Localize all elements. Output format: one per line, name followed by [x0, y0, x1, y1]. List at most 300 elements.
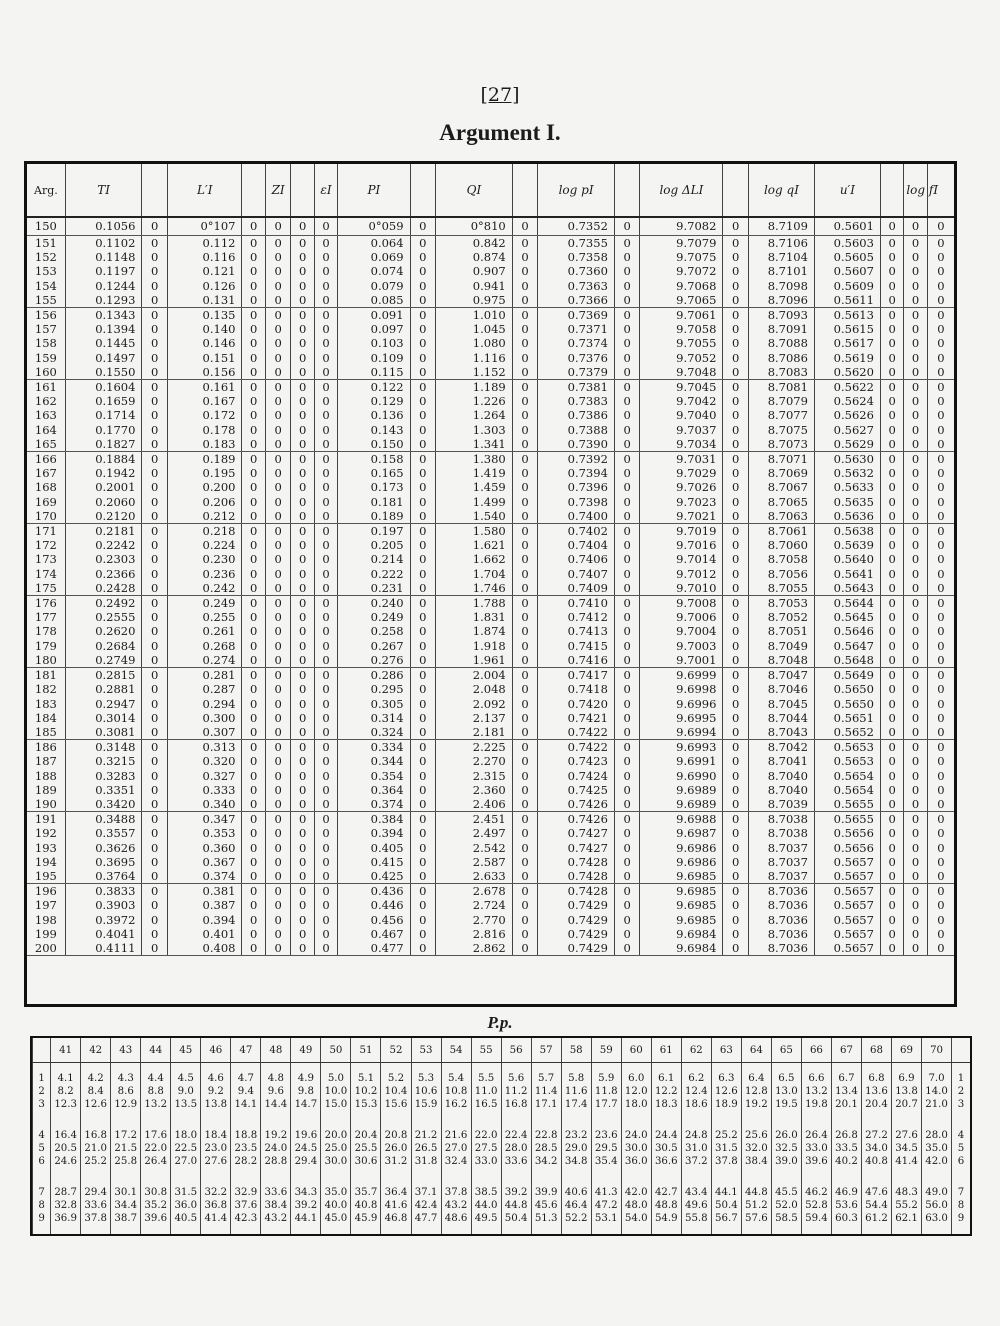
- table-row: [27, 336, 954, 350]
- table-cell: [141, 1063, 171, 1121]
- table-cell: 0: [723, 596, 749, 611]
- cell-value: 49.6: [684, 1200, 708, 1212]
- table-cell: 0.5657: [814, 941, 880, 956]
- table-cell: 0: [314, 769, 337, 783]
- table-cell: [621, 1120, 651, 1177]
- cell-value: 46.2: [805, 1187, 828, 1199]
- table-cell: [922, 1177, 952, 1234]
- table-cell: 8.7039: [748, 797, 814, 812]
- table-cell: 0: [291, 351, 314, 365]
- table-cell: 0: [880, 639, 903, 653]
- table-cell: 0: [723, 697, 749, 711]
- table-cell: 0: [142, 351, 168, 365]
- table-row: [27, 783, 954, 797]
- table-cell: [711, 1120, 741, 1177]
- cell-value: 44.8: [504, 1200, 528, 1212]
- table-cell: [922, 1063, 952, 1121]
- table-cell: 0: [614, 423, 640, 437]
- table-cell: 0: [614, 797, 640, 812]
- cell-value: 19.5: [775, 1099, 798, 1111]
- arg-cell: 156: [34, 308, 57, 323]
- table-cell: 0.7415: [538, 639, 615, 653]
- table-cell: 0: [142, 754, 168, 768]
- table-cell: 0: [142, 797, 168, 812]
- cell-value: 11.6: [564, 1086, 588, 1098]
- table-cell: 0: [512, 697, 538, 711]
- cell-value: 17.1: [534, 1099, 558, 1111]
- table-cell: 8.7045: [748, 697, 814, 711]
- table-cell: 2.092: [436, 697, 513, 711]
- arg-cell: 176: [34, 596, 57, 611]
- table-cell: 0.7360: [538, 264, 615, 278]
- table-cell: 0: [927, 812, 954, 827]
- corner-header: [33, 1038, 51, 1063]
- table-cell: 1.045: [436, 322, 513, 336]
- table-cell: [801, 1177, 831, 1234]
- row-label: 3: [957, 1099, 965, 1111]
- table-cell: 0: [927, 841, 954, 855]
- cell-value: 53.1: [594, 1213, 618, 1225]
- table-cell: 2.315: [436, 769, 513, 783]
- table-cell: 0.1056: [65, 217, 142, 236]
- table-cell: 9.6985: [640, 913, 723, 927]
- cell-value: 9.4: [237, 1086, 254, 1098]
- table-cell: 0: [314, 408, 337, 422]
- table-row: [27, 408, 954, 422]
- cell-value: 5.2: [387, 1073, 405, 1085]
- table-cell: 0: [512, 783, 538, 797]
- table-cell: 0: [904, 754, 927, 768]
- table-cell: 0: [512, 639, 538, 653]
- cell-value: 47.6: [865, 1187, 888, 1199]
- arg-cell: 155: [27, 293, 65, 308]
- table-cell: 9.7029: [640, 466, 723, 480]
- table-cell: 0.2303: [65, 552, 142, 566]
- table-cell: 0.131: [167, 293, 242, 308]
- table-cell: 0: [314, 884, 337, 899]
- table-cell: 0: [291, 639, 314, 653]
- table-cell: 0.156: [167, 365, 242, 380]
- cell-value: 26.4: [805, 1130, 828, 1142]
- table-cell: 0: [314, 538, 337, 552]
- table-cell: 0.5622: [814, 380, 880, 395]
- table-cell: 0.3283: [65, 769, 142, 783]
- table-cell: 0.7371: [538, 322, 615, 336]
- table-cell: 0: [410, 783, 436, 797]
- table-cell: 0: [242, 524, 265, 539]
- table-cell: 0.7422: [538, 725, 615, 740]
- table-cell: 0: [723, 480, 749, 494]
- table-cell: 0: [614, 596, 640, 611]
- table-cell: 0.267: [338, 639, 410, 653]
- table-cell: 0: [904, 264, 927, 278]
- table-cell: 0.276: [338, 653, 410, 668]
- table-cell: 1.831: [436, 610, 513, 624]
- cell-value: 25.6: [745, 1130, 768, 1142]
- table-cell: 0.307: [167, 725, 242, 740]
- table-cell: 0: [242, 596, 265, 611]
- cell-value: 34.4: [114, 1200, 138, 1212]
- table-cell: 0.103: [338, 336, 410, 350]
- table-cell: 8.7038: [748, 812, 814, 827]
- table-cell: 0: [723, 754, 749, 768]
- table-row: [27, 855, 954, 869]
- table-cell: 0: [242, 927, 265, 941]
- table-cell: 0: [242, 841, 265, 855]
- table-cell: 0.5641: [814, 567, 880, 581]
- cell-value: 16.5: [474, 1099, 498, 1111]
- table-cell: 0: [142, 480, 168, 494]
- cell-value: 34.3: [294, 1187, 318, 1199]
- table-cell: 0: [314, 217, 337, 236]
- table-cell: 0: [314, 624, 337, 638]
- table-cell: 0: [142, 581, 168, 596]
- table-cell: 2.360: [436, 783, 513, 797]
- table-row: [27, 217, 954, 236]
- table-cell: [261, 1120, 291, 1177]
- table-cell: 0: [904, 610, 927, 624]
- table-cell: 0.122: [338, 380, 410, 395]
- table-cell: 0: [880, 884, 903, 899]
- table-cell: 0: [410, 869, 436, 884]
- column-header: 66: [801, 1038, 831, 1063]
- column-header: 47: [231, 1038, 261, 1063]
- table-cell: 0.415: [338, 855, 410, 869]
- table-cell: 0: [410, 812, 436, 827]
- table-cell: 0: [142, 610, 168, 624]
- table-cell: 0: [242, 380, 265, 395]
- table-cell: 0: [927, 668, 954, 683]
- table-cell: 0.334: [338, 740, 410, 755]
- table-cell: 0: [904, 279, 927, 293]
- table-cell: 8.7061: [748, 524, 814, 539]
- table-cell: 0: [723, 869, 749, 884]
- table-row: [27, 797, 954, 812]
- table-cell: [51, 1120, 81, 1177]
- table-cell: 0: [242, 437, 265, 452]
- table-cell: 2.270: [436, 754, 513, 768]
- table-cell: 0: [904, 217, 927, 236]
- table-cell: 0: [927, 408, 954, 422]
- arg-cell: 154: [34, 278, 57, 293]
- table-cell: 0: [242, 279, 265, 293]
- table-cell: 0.7396: [538, 480, 615, 494]
- arg-cell: 189: [34, 782, 57, 797]
- table-cell: 8.7109: [748, 217, 814, 236]
- table-cell: 0: [314, 495, 337, 509]
- table-cell: 9.7058: [640, 322, 723, 336]
- cell-value: 24.0: [264, 1143, 288, 1155]
- cell-value: 28.5: [534, 1143, 558, 1155]
- table-cell: 0: [314, 452, 337, 467]
- arg-cell: 151: [34, 236, 57, 250]
- table-cell: 0: [291, 624, 314, 638]
- table-cell: 0: [410, 236, 436, 251]
- table-cell: 0.5617: [814, 336, 880, 350]
- table-cell: 0.074: [338, 264, 410, 278]
- table-cell: 0.206: [167, 495, 242, 509]
- table-cell: 0: [880, 913, 903, 927]
- table-cell: 8.7037: [748, 855, 814, 869]
- cell-value: 24.5: [294, 1143, 318, 1155]
- table-cell: 0.7388: [538, 423, 615, 437]
- table-cell: [771, 1063, 801, 1121]
- table-cell: [531, 1177, 561, 1234]
- table-cell: 0: [904, 884, 927, 899]
- table-cell: 0: [291, 668, 314, 683]
- column-header: L′I: [167, 164, 242, 217]
- table-cell: 0: [410, 308, 436, 323]
- cell-value: 5.4: [447, 1073, 465, 1085]
- table-cell: 0: [314, 668, 337, 683]
- table-cell: 0: [904, 293, 927, 308]
- table-cell: 2.225: [436, 740, 513, 755]
- table-cell: 0.5657: [814, 927, 880, 941]
- table-cell: [471, 1177, 501, 1234]
- table-cell: 0: [142, 884, 168, 899]
- table-cell: 0: [142, 552, 168, 566]
- table-cell: 0: [242, 538, 265, 552]
- table-cell: [591, 1177, 621, 1234]
- cell-value: 25.2: [715, 1130, 738, 1142]
- table-cell: 0.2684: [65, 639, 142, 653]
- table-cell: 0: [142, 524, 168, 539]
- table-cell: 0.7412: [538, 610, 615, 624]
- table-cell: 0: [904, 524, 927, 539]
- table-cell: 0.7426: [538, 797, 615, 812]
- table-cell: 0: [242, 466, 265, 480]
- table-cell: 0: [410, 567, 436, 581]
- table-cell: 0: [614, 711, 640, 725]
- table-cell: 0: [291, 495, 314, 509]
- cell-value: 30.1: [114, 1187, 138, 1199]
- table-cell: 9.7072: [640, 264, 723, 278]
- table-cell: 0: [723, 711, 749, 725]
- column-header: 65: [771, 1038, 801, 1063]
- table-cell: 0.151: [167, 351, 242, 365]
- table-cell: 0: [880, 682, 903, 696]
- row-label: 6: [957, 1156, 965, 1168]
- arg-cell: 186: [34, 740, 57, 755]
- table-cell: 0: [614, 380, 640, 395]
- cell-value: 14.7: [294, 1099, 318, 1111]
- cell-value: 30.5: [654, 1143, 678, 1155]
- table-cell: 0: [291, 898, 314, 912]
- table-cell: 0: [242, 913, 265, 927]
- table-cell: 0: [512, 941, 538, 956]
- table-cell: 0: [242, 322, 265, 336]
- table-cell: 0: [265, 639, 291, 653]
- table-cell: 8.7052: [748, 610, 814, 624]
- table-cell: 8.7098: [748, 279, 814, 293]
- table-cell: 0.5657: [814, 898, 880, 912]
- table-cell: 0: [904, 841, 927, 855]
- arg-cell: 199: [34, 926, 57, 941]
- table-cell: 0°059: [338, 217, 410, 236]
- table-cell: 0.7374: [538, 336, 615, 350]
- table-cell: 0: [242, 264, 265, 278]
- table-cell: 0: [265, 668, 291, 683]
- table-cell: [321, 1120, 351, 1177]
- table-cell: 0.5653: [814, 740, 880, 755]
- table-cell: 0: [927, 884, 954, 899]
- table-cell: 0: [242, 217, 265, 236]
- table-cell: 0: [927, 552, 954, 566]
- cell-value: 4.2: [87, 1073, 104, 1085]
- cell-value: 5.7: [538, 1073, 555, 1085]
- table-cell: 9.6999: [640, 668, 723, 683]
- table-cell: 0.7363: [538, 279, 615, 293]
- proportional-parts-table: [30, 1036, 972, 1236]
- table-cell: 8.7073: [748, 437, 814, 452]
- table-cell: 0: [723, 452, 749, 467]
- table-cell: 0: [265, 740, 291, 755]
- table-cell: 0.7429: [538, 913, 615, 927]
- table-cell: 8.7093: [748, 308, 814, 323]
- table-cell: 8.7042: [748, 740, 814, 755]
- table-cell: 0.7422: [538, 740, 615, 755]
- cell-value: 43.4: [684, 1187, 708, 1199]
- table-cell: 9.7052: [640, 351, 723, 365]
- cell-value: 14.1: [234, 1099, 258, 1111]
- table-cell: 0: [291, 293, 314, 308]
- table-cell: 0: [723, 437, 749, 452]
- table-cell: [201, 1177, 231, 1234]
- table-cell: 0: [314, 264, 337, 278]
- table-cell: 0: [512, 711, 538, 725]
- cell-value: 4.7: [237, 1073, 254, 1085]
- column-header: 70: [922, 1038, 952, 1063]
- table-cell: 0: [614, 639, 640, 653]
- table-row: [27, 682, 954, 696]
- table-cell: 0: [410, 217, 436, 236]
- table-cell: 9.7004: [640, 624, 723, 638]
- table-cell: 0: [614, 740, 640, 755]
- table-cell: 0: [927, 217, 954, 236]
- table-row: [27, 351, 954, 365]
- table-row: [27, 898, 954, 912]
- table-row: [27, 423, 954, 437]
- table-cell: 0: [927, 538, 954, 552]
- arg-cell: 184: [34, 710, 57, 725]
- cell-value: 23.5: [234, 1143, 258, 1155]
- table-cell: 0.135: [167, 308, 242, 323]
- table-cell: 0.150: [338, 437, 410, 452]
- table-cell: 0: [614, 250, 640, 264]
- table-cell: 9.6987: [640, 826, 723, 840]
- table-cell: 9.7006: [640, 610, 723, 624]
- table-cell: 0: [512, 336, 538, 350]
- arg-cell: 194: [34, 854, 57, 869]
- cell-value: 32.5: [775, 1143, 798, 1155]
- cell-value: 21.6: [444, 1130, 468, 1142]
- cell-value: 38.4: [264, 1200, 288, 1212]
- cell-value: 12.8: [745, 1086, 768, 1098]
- table-cell: 0: [265, 509, 291, 524]
- cell-value: 49.0: [925, 1187, 948, 1199]
- table-cell: 0: [410, 581, 436, 596]
- table-cell: [531, 1063, 561, 1121]
- table-cell: 8.7106: [748, 236, 814, 251]
- table-cell: 0.394: [167, 913, 242, 927]
- table-cell: 0: [927, 250, 954, 264]
- table-cell: 0: [723, 466, 749, 480]
- table-row: [27, 725, 954, 740]
- table-cell: 0: [291, 322, 314, 336]
- table-cell: 0: [314, 898, 337, 912]
- cell-value: 4.3: [117, 1073, 134, 1085]
- table-cell: 0: [512, 855, 538, 869]
- table-cell: 0: [880, 495, 903, 509]
- table-cell: [81, 1177, 111, 1234]
- table-cell: 0.115: [338, 365, 410, 380]
- cell-value: 33.6: [504, 1156, 528, 1168]
- cell-value: 18.0: [624, 1099, 648, 1111]
- table-cell: 0: [314, 841, 337, 855]
- table-cell: 9.6994: [640, 725, 723, 740]
- table-cell: 0: [512, 466, 538, 480]
- cell-value: 25.8: [114, 1156, 138, 1168]
- table-cell: 0: [614, 236, 640, 251]
- table-cell: 0: [291, 452, 314, 467]
- table-cell: 0: [614, 524, 640, 539]
- table-cell: 0: [142, 365, 168, 380]
- table-cell: 0.5619: [814, 351, 880, 365]
- table-cell: [621, 1177, 651, 1234]
- table-cell: 0: [142, 495, 168, 509]
- table-cell: 0: [314, 653, 337, 668]
- table-cell: 0.401: [167, 927, 242, 941]
- table-cell: 0°107: [167, 217, 242, 236]
- table-cell: 1.341: [436, 437, 513, 452]
- cell-value: 47.7: [414, 1213, 438, 1225]
- row-label-left: [33, 1177, 51, 1234]
- row-label: 1: [957, 1073, 965, 1085]
- table-cell: 0: [927, 581, 954, 596]
- table-cell: 0.7407: [538, 567, 615, 581]
- table-cell: 9.7016: [640, 538, 723, 552]
- arg-cell: 153: [34, 264, 57, 279]
- cell-value: 29.5: [594, 1143, 618, 1155]
- table-cell: 0: [880, 380, 903, 395]
- table-row: [27, 884, 954, 899]
- table-cell: 8.7077: [748, 408, 814, 422]
- table-cell: 0: [142, 293, 168, 308]
- column-header: 55: [471, 1038, 501, 1063]
- table-cell: 0.1244: [65, 279, 142, 293]
- arg-cell: 152: [34, 250, 57, 265]
- cell-value: 43.2: [444, 1200, 468, 1212]
- table-cell: 0: [242, 682, 265, 696]
- table-cell: 0.268: [167, 639, 242, 653]
- cell-value: 37.8: [444, 1187, 468, 1199]
- table-row: [27, 480, 954, 494]
- cell-value: 34.5: [895, 1143, 918, 1155]
- table-cell: 0: [314, 941, 337, 956]
- table-cell: 9.7061: [640, 308, 723, 323]
- table-cell: 0.5605: [814, 250, 880, 264]
- table-cell: 9.7003: [640, 639, 723, 653]
- table-cell: 0: [265, 336, 291, 350]
- table-cell: [111, 1120, 141, 1177]
- cell-value: 34.0: [865, 1143, 888, 1155]
- table-cell: 0: [723, 365, 749, 380]
- cell-value: 10.8: [444, 1086, 468, 1098]
- cell-value: 44.1: [294, 1213, 318, 1225]
- table-cell: 0: [512, 927, 538, 941]
- cell-value: 24.4: [654, 1130, 678, 1142]
- table-cell: 0: [291, 769, 314, 783]
